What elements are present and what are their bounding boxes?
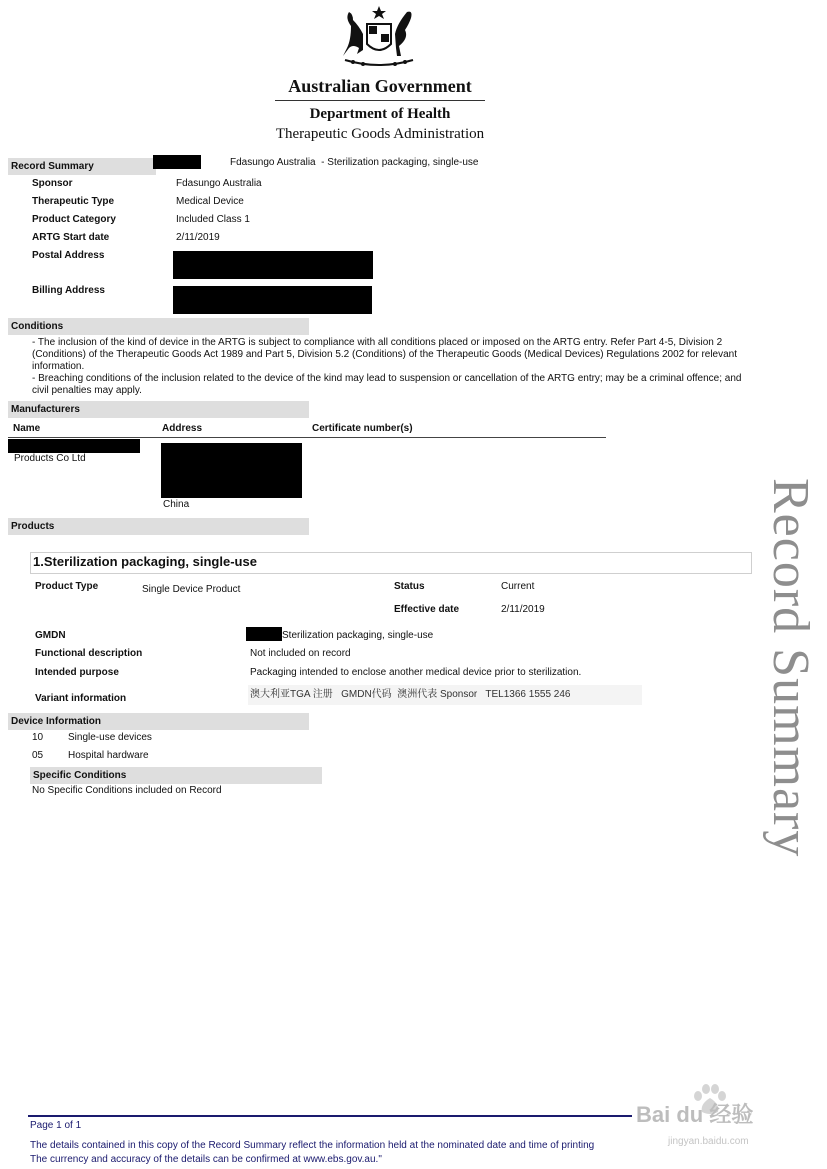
product-category-value: Included Class 1 xyxy=(176,214,250,225)
col-certificate: Certificate number(s) xyxy=(312,423,413,434)
status-value: Current xyxy=(501,581,535,592)
variant-information-value: 澳大利亚TGA 注册 GMDN代码 澳洲代表 Sponsor TEL1366 1555 246 xyxy=(248,685,642,705)
footer-line-2: The currency and accuracy of the details can be confirmed at www.ebs.gov.au." xyxy=(30,1154,382,1165)
therapeutic-type-value: Medical Device xyxy=(176,196,244,207)
gov-title: Australian Government xyxy=(288,76,472,96)
product-title: 1.Sterilization packaging, single-use xyxy=(33,554,257,569)
page-number: Page 1 of 1 xyxy=(30,1120,82,1131)
manufacturer-name-redaction xyxy=(8,439,140,453)
baidu-url: jingyan.baidu.com xyxy=(668,1136,749,1147)
sponsor-label: Sponsor xyxy=(32,178,73,189)
effective-date-label: Effective date xyxy=(394,604,460,615)
artg-start-label: ARTG Start date xyxy=(32,232,110,243)
manufacturers-bar: Manufacturers xyxy=(8,401,309,418)
dept-title: Department of Health xyxy=(309,106,451,122)
device-row-1-code: 10 xyxy=(32,732,44,743)
specific-conditions-value: No Specific Conditions included on Record xyxy=(32,785,222,796)
intended-purpose-label: Intended purpose xyxy=(35,667,119,678)
product-type-label: Product Type xyxy=(35,581,99,592)
gmdn-value: Sterilization packaging, single-use xyxy=(282,630,434,641)
therapeutic-type-label: Therapeutic Type xyxy=(32,196,115,207)
sponsor-value: Fdasungo Australia xyxy=(176,178,262,189)
device-row-2-desc: Hospital hardware xyxy=(68,750,149,761)
product-type-value: Single Device Product xyxy=(142,584,241,595)
postal-address-redaction xyxy=(173,251,373,279)
billing-address-label: Billing Address xyxy=(32,285,105,296)
conditions-text xyxy=(32,337,748,397)
intended-purpose-value: Packaging intended to enclose another medical device prior to sterilization. xyxy=(250,667,582,678)
effective-date-value: 2/11/2019 xyxy=(501,604,545,615)
device-information-bar: Device Information xyxy=(8,713,309,730)
status-label: Status xyxy=(394,581,425,592)
record-summary-watermark: Record Summary xyxy=(762,478,819,858)
footer-line-1: The details contained in this copy of the Record Summary reflect the information held at the nominated date and time of printing xyxy=(30,1140,595,1151)
postal-address-label: Postal Address xyxy=(32,250,105,261)
col-address: Address xyxy=(162,423,203,434)
record-title: Fdasungo Australia - Sterilization packaging, single-use xyxy=(230,157,479,168)
agency-title: Therapeutic Goods Administration xyxy=(275,126,485,142)
device-row-1-desc: Single-use devices xyxy=(68,732,152,743)
conditions-bar: Conditions xyxy=(8,318,309,335)
manufacturer-name: Products Co Ltd xyxy=(14,453,86,464)
gmdn-code-redaction xyxy=(246,627,282,641)
functional-description-label: Functional description xyxy=(35,648,143,659)
header-divider xyxy=(275,100,485,101)
record-summary-bar: Record Summary xyxy=(8,158,156,175)
manufacturer-country: China xyxy=(163,499,190,510)
condition-line-2: - Breaching conditions of the inclusion related to the device of the kind may lead to suspension or cancellation of the ARTG entry; may be a criminal offence; and civil penalties may apply. xyxy=(32,373,742,396)
billing-address-redaction xyxy=(173,286,372,314)
condition-line-1: - The inclusion of the kind of device in the ARTG is subject to compliance with all conditions placed or imposed on the ARTG entry. Refer Part 4-5, Division 2 (Conditions) of the Therapeutic Goods Act 1989 and Part 5, Division 5.2 (Conditions) of the Therapeutic Goods (Medical Devices) Regulations 2002 for relevant information. xyxy=(32,337,738,372)
redaction-block xyxy=(153,155,201,169)
table-underline xyxy=(8,437,606,438)
footer-rule xyxy=(28,1115,632,1117)
variant-information-label: Variant information xyxy=(35,693,127,704)
baidu-watermark: Bai du 经验 xyxy=(636,1102,754,1127)
functional-description-value: Not included on record xyxy=(250,648,351,659)
col-name: Name xyxy=(13,423,41,434)
gmdn-label: GMDN xyxy=(35,630,66,641)
device-row-2-code: 05 xyxy=(32,750,44,761)
artg-start-value: 2/11/2019 xyxy=(176,232,220,243)
products-bar: Products xyxy=(8,518,309,535)
specific-conditions-bar: Specific Conditions xyxy=(30,767,322,784)
product-category-label: Product Category xyxy=(32,214,116,225)
manufacturer-address-redaction xyxy=(161,443,302,498)
coat-of-arms-icon xyxy=(333,4,425,72)
